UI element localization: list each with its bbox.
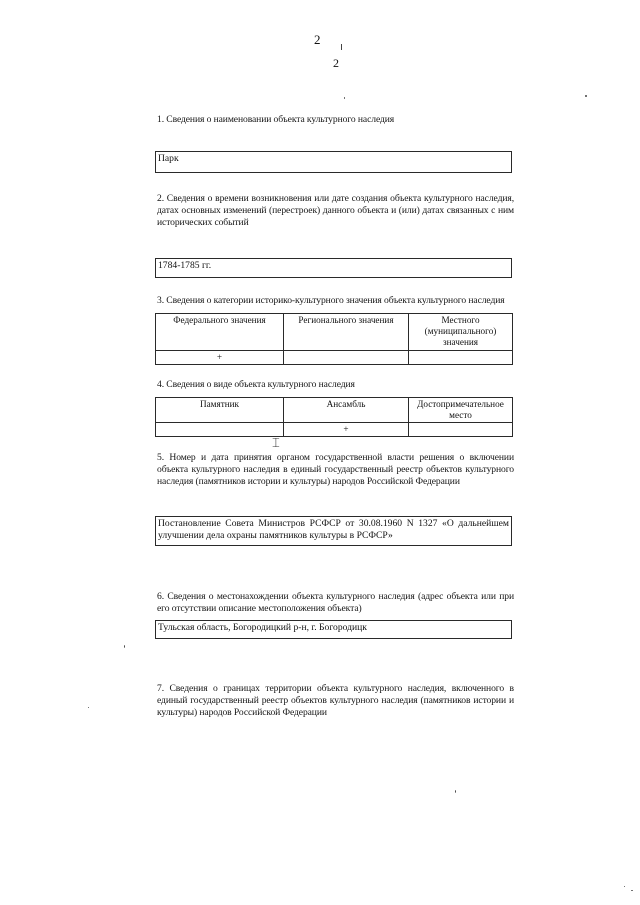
section-2-value: 1784-1785 гг. <box>158 260 212 271</box>
type-header-ensemble: Ансамбль <box>284 398 409 423</box>
text-cursor-icon: ⌶ <box>272 436 280 451</box>
type-header-landmark: Достопримечательное место <box>409 398 513 423</box>
section-1-heading: 1. Сведения о наименовании объекта культурного наследия <box>157 114 395 125</box>
page-number-second: 2 <box>333 56 339 70</box>
category-mark-regional <box>284 351 409 365</box>
section-2-value-box <box>155 258 512 278</box>
section-6-heading: 6. Сведения о местонахождении объекта культурного наследия (адрес объекта или при его отсутствии описание местоположения объекта) <box>157 591 514 615</box>
page-number-top: 2 <box>314 32 321 47</box>
scan-speck <box>585 95 587 97</box>
scan-speck <box>344 97 345 99</box>
type-header-monument: Памятник <box>156 398 284 423</box>
scan-speck <box>631 890 633 891</box>
category-header-local: Местного (муниципального) значения <box>409 314 513 351</box>
type-table-header-row <box>156 398 513 423</box>
section-2-heading: 2. Сведения о времени возникновения или дате создания объекта культурного наследия, датах основных изменений (перестроек) данного объекта и (или) датах связанных с ним исторических событий <box>157 193 514 229</box>
category-table-header-row <box>156 314 513 351</box>
category-table <box>155 313 513 365</box>
section-6-value: Тульская область, Богородицкий р-н, г. Богородицк <box>158 622 367 633</box>
section-7-heading: 7. Сведения о границах территории объекта культурного наследия, включенного в единый государственный реестр объектов культурного наследия (памятников истории и культуры) народов Российской Федерации <box>157 683 514 719</box>
category-mark-local <box>409 351 513 365</box>
scan-speck <box>455 790 456 793</box>
scan-speck <box>624 886 625 887</box>
section-5-value-box <box>155 516 512 546</box>
type-table <box>155 397 513 437</box>
scan-speck <box>124 645 125 648</box>
type-mark-monument <box>156 423 284 437</box>
scan-speck <box>341 44 342 50</box>
section-6-value-box <box>155 620 512 639</box>
category-table-mark-row <box>156 351 513 365</box>
scan-speck <box>88 707 89 708</box>
section-1-value-box <box>155 151 512 173</box>
category-mark-federal: + <box>156 351 284 365</box>
section-1-value: Парк <box>158 153 179 164</box>
section-5-value: Постановление Совета Министров РСФСР от 30.08.1960 N 1327 «О дальнейшем улучшении дела охраны памятников культуры в РСФСР» <box>158 518 509 541</box>
section-3-heading: 3. Сведения о категории историко-культурного значения объекта культурного наследия <box>157 295 505 306</box>
type-table-mark-row <box>156 423 513 437</box>
type-mark-ensemble: + <box>284 423 409 437</box>
category-header-regional: Регионального значения <box>284 314 409 351</box>
type-mark-landmark <box>409 423 513 437</box>
category-header-federal: Федерального значения <box>156 314 284 351</box>
section-5-heading: 5. Номер и дата принятия органом государственной власти решения о включении объекта культурного наследия в единый государственный реестр объектов культурного наследия (памятников истории и культуры) народов Российской Федерации <box>157 452 514 488</box>
section-4-heading: 4. Сведения о виде объекта культурного наследия <box>157 379 355 390</box>
